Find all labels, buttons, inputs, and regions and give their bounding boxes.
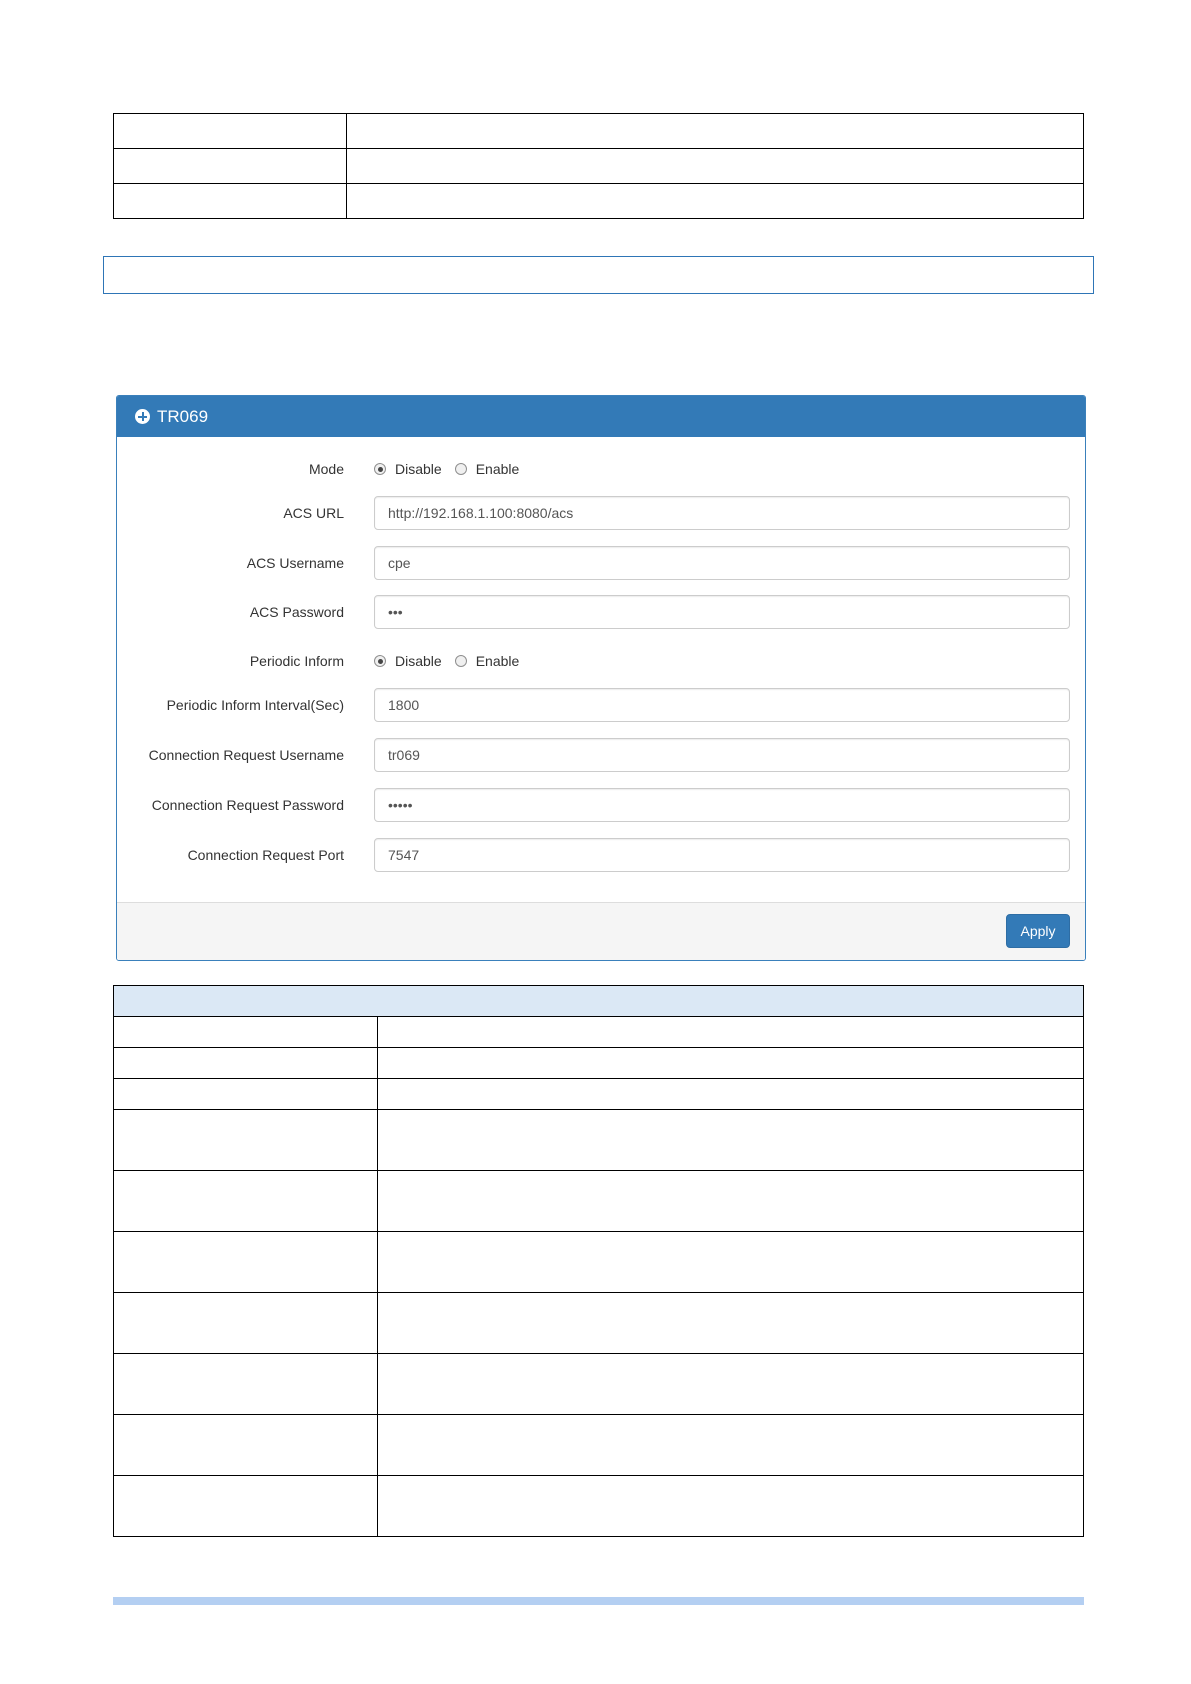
periodic-enable-radio[interactable] xyxy=(455,655,467,667)
table-row xyxy=(114,1476,1084,1537)
periodic-inform-row xyxy=(117,651,1085,671)
table-row xyxy=(114,1079,1084,1110)
acs-username-label: ACS Username xyxy=(246,555,344,571)
bottom-table xyxy=(113,985,1084,1537)
conn-username-row xyxy=(117,738,1085,772)
table-cell xyxy=(378,1354,1084,1415)
tr069-panel xyxy=(116,395,1086,961)
table-cell xyxy=(378,1232,1084,1293)
table-cell xyxy=(378,1171,1084,1232)
mode-disable-radio[interactable] xyxy=(374,463,386,475)
acs-url-row xyxy=(117,496,1085,530)
conn-password-input[interactable] xyxy=(374,788,1070,822)
acs-url-input[interactable] xyxy=(374,496,1070,530)
table-cell xyxy=(114,1171,378,1232)
table-cell xyxy=(347,149,1084,184)
table-cell xyxy=(114,1048,378,1079)
top-table xyxy=(113,113,1084,219)
periodic-inform-radio-group xyxy=(374,653,532,669)
table-cell xyxy=(378,1415,1084,1476)
table-cell xyxy=(114,1415,378,1476)
table-header-cell xyxy=(114,986,1084,1017)
periodic-interval-label: Periodic Inform Interval(Sec) xyxy=(166,697,344,713)
acs-username-row xyxy=(117,546,1085,580)
table-row xyxy=(114,1017,1084,1048)
conn-port-input[interactable] xyxy=(374,838,1070,872)
table-row xyxy=(114,114,1084,149)
mode-disable-label[interactable]: Disable xyxy=(395,461,442,477)
table-cell xyxy=(347,184,1084,219)
table-row xyxy=(114,149,1084,184)
mode-enable-label[interactable]: Enable xyxy=(475,461,520,477)
conn-password-row xyxy=(117,788,1085,822)
note-box xyxy=(103,256,1094,294)
panel-title: TR069 xyxy=(157,406,209,426)
acs-password-label: ACS Password xyxy=(249,604,344,620)
table-row xyxy=(114,184,1084,219)
periodic-interval-row xyxy=(117,688,1085,722)
table-cell xyxy=(114,1354,378,1415)
table-cell xyxy=(378,1110,1084,1171)
table-cell xyxy=(114,1293,378,1354)
panel-body xyxy=(117,437,1085,900)
table-header-row xyxy=(114,986,1084,1017)
panel-footer xyxy=(117,902,1085,960)
table-row xyxy=(114,1293,1084,1354)
table-cell xyxy=(114,184,347,219)
table-cell xyxy=(114,114,347,149)
periodic-enable-label[interactable]: Enable xyxy=(475,653,520,669)
acs-username-input[interactable] xyxy=(374,546,1070,580)
panel-header xyxy=(117,396,1085,437)
table-cell xyxy=(114,1110,378,1171)
table-row xyxy=(114,1110,1084,1171)
table-row xyxy=(114,1415,1084,1476)
table-cell xyxy=(114,1017,378,1048)
conn-username-input[interactable] xyxy=(374,738,1070,772)
conn-username-label: Connection Request Username xyxy=(148,747,344,763)
mode-radio-group xyxy=(374,461,532,477)
conn-port-row xyxy=(117,838,1085,872)
apply-button[interactable]: Apply xyxy=(1006,914,1070,948)
table-cell xyxy=(114,1232,378,1293)
table-cell xyxy=(378,1476,1084,1537)
table-row xyxy=(114,1048,1084,1079)
acs-password-row xyxy=(117,595,1085,629)
conn-password-label: Connection Request Password xyxy=(151,797,344,813)
periodic-disable-label[interactable]: Disable xyxy=(395,653,442,669)
acs-url-label: ACS URL xyxy=(283,505,344,521)
table-cell xyxy=(378,1048,1084,1079)
table-row xyxy=(114,1171,1084,1232)
table-row xyxy=(114,1232,1084,1293)
conn-port-label: Connection Request Port xyxy=(187,847,344,863)
periodic-interval-input[interactable] xyxy=(374,688,1070,722)
mode-enable-radio[interactable] xyxy=(455,463,467,475)
acs-password-input[interactable] xyxy=(374,595,1070,629)
mode-row xyxy=(117,459,1085,479)
periodic-inform-label: Periodic Inform xyxy=(249,653,344,669)
table-cell xyxy=(347,114,1084,149)
table-cell xyxy=(378,1293,1084,1354)
footer-bar xyxy=(113,1597,1084,1605)
table-cell xyxy=(114,149,347,184)
table-cell xyxy=(378,1079,1084,1110)
table-cell xyxy=(114,1476,378,1537)
table-cell xyxy=(114,1079,378,1110)
table-row xyxy=(114,1354,1084,1415)
table-cell xyxy=(378,1017,1084,1048)
mode-label: Mode xyxy=(308,461,344,477)
plus-circle-icon xyxy=(135,409,150,424)
periodic-disable-radio[interactable] xyxy=(374,655,386,667)
